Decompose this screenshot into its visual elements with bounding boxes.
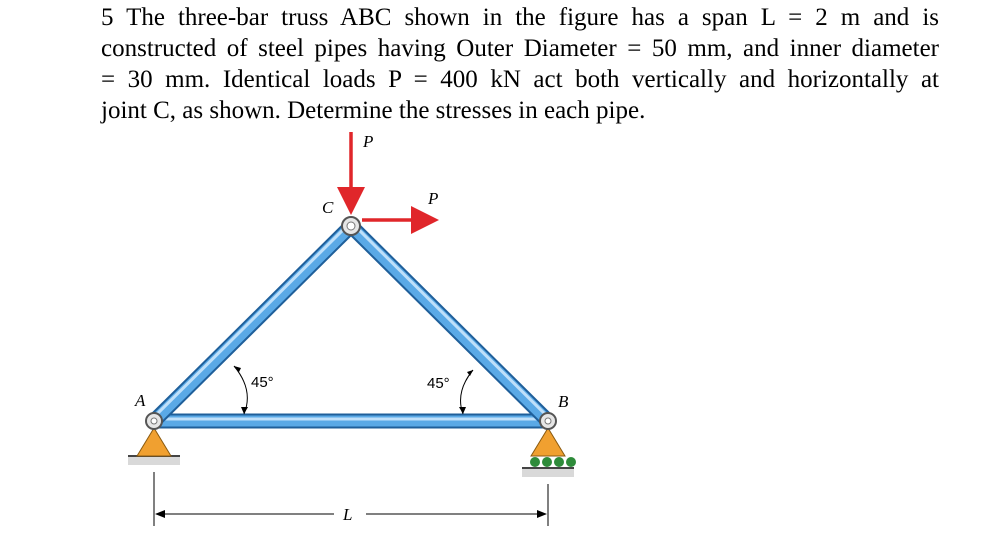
angle-label-b: 45°	[427, 375, 450, 392]
angle-label-a: 45°	[251, 374, 274, 391]
problem-line-3: = 30 mm. Identical loads P = 400 kN act both vertically and horizontally at	[101, 66, 939, 93]
joint-a-pin	[146, 413, 162, 429]
problem-line-2: constructed of steel pipes having Outer Diameter = 50 mm, and inner diameter	[101, 35, 939, 62]
joint-label-a: A	[135, 391, 146, 410]
problem-line-4: joint C, as shown. Determine the stresses in each pipe.	[101, 97, 646, 124]
angle-arc-a	[234, 366, 248, 414]
ground-b	[522, 468, 574, 477]
member-bc	[351, 224, 550, 421]
joint-b-pin	[540, 413, 556, 429]
problem-line-1: 5 The three-bar truss ABC shown in the figure has a span L = 2 m and is	[101, 4, 939, 31]
member-ac	[152, 224, 351, 421]
roller-support-b	[530, 428, 576, 467]
angle-arc-b	[459, 370, 473, 414]
load-label-horizontal: P	[428, 189, 439, 208]
joint-label-c: C	[322, 198, 334, 217]
pin-support-a	[137, 428, 171, 456]
joint-c-pin	[342, 217, 360, 235]
ground-a	[128, 456, 180, 465]
member-ab	[154, 419, 548, 421]
load-label-vertical: P	[363, 132, 374, 151]
span-label: L	[343, 505, 353, 524]
joint-label-b: B	[558, 392, 569, 411]
